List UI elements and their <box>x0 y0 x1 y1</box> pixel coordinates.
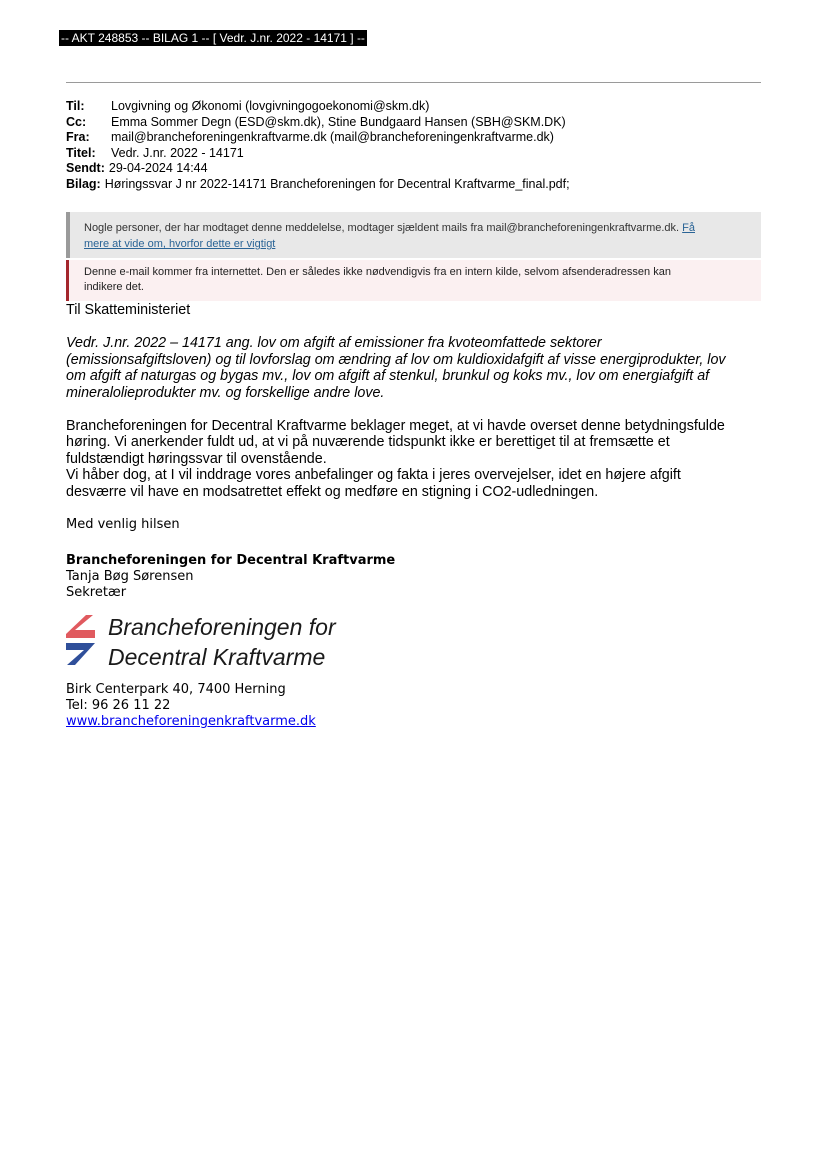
learn-more-link-cont[interactable]: mere at vide om, hvorfor dette er vigtigt <box>84 238 276 250</box>
header-sent-row <box>66 161 766 177</box>
logo-text-line1: Brancheforeningen for <box>108 614 336 640</box>
external-sender-text: Nogle personer, der har modtaget denne meddelelse, modtager sjældent mails fra mail@brancheforeningenkraftvarme.dk. <box>84 222 683 234</box>
sent-value: 29-04-2024 14:44 <box>108 161 208 175</box>
from-label: Fra: <box>66 130 90 144</box>
signature-role: Sekretær <box>66 585 127 600</box>
header-attachment-row <box>66 177 766 193</box>
to-value: Lovgivning og Økonomi (lovgivningogoekonomi@skm.dk) <box>111 99 430 113</box>
phone: Tel: 96 26 11 22 <box>66 698 171 713</box>
to-label: Til: <box>66 99 85 113</box>
greeting: Til Skatteministeriet <box>66 302 191 318</box>
external-sender-banner <box>66 212 761 258</box>
header-to-row <box>66 99 766 115</box>
attachment-label: Bilag: <box>66 176 101 191</box>
header-divider <box>66 82 761 83</box>
logo-text-line2: Decentral Kraftvarme <box>108 644 326 670</box>
from-value: mail@brancheforeningenkraftvarme.dk (mail@brancheforeningenkraftvarme.dk) <box>111 130 554 144</box>
logo-red-mark <box>66 615 95 638</box>
subject-line-1: Vedr. J.nr. 2022 – 14171 ang. lov om afgift af emissioner fra kvoteomfattede sektorer <box>66 335 602 351</box>
email-body <box>66 302 756 533</box>
title-label: Titel: <box>66 145 96 160</box>
subject-line-3: om afgift af naturgas og bygas mv., lov om afgift af stenkul, brunkul og koks mv., lov om energiafgift af <box>66 368 710 384</box>
address-block <box>66 682 316 730</box>
company-logo <box>64 612 364 672</box>
paragraph-line-5: desværre vil have en modsatrettet effekt og medføre en stigning i CO2-udledningen. <box>66 483 599 500</box>
signature-name: Tanja Bøg Sørensen <box>66 569 194 584</box>
cc-value: Emma Sommer Degn (ESD@skm.dk), Stine Bundgaard Hansen (SBH@SKM.DK) <box>111 114 566 129</box>
sent-label: Sendt: <box>66 161 105 175</box>
internet-warning-line2: indikere det. <box>84 281 144 293</box>
signature-block <box>66 553 395 601</box>
paragraph-line-3: fuldstændigt høringssvar til ovenstående. <box>66 450 327 467</box>
paragraph-line-1: Brancheforeningen for Decentral Kraftvarme beklager meget, at vi havde overset denne betydningsfulde <box>66 417 725 434</box>
attachment-value[interactable]: Høringssvar J nr 2022-14171 Brancheforeningen for Decentral Kraftvarme_final.pdf; <box>104 176 570 191</box>
subject-line-4: mineralolieprodukter mv. og forskellige andre love. <box>66 384 385 401</box>
header-from-row <box>66 130 766 146</box>
document-stamp: -- AKT 248853 -- BILAG 1 -- [ Vedr. J.nr. 2022 - 14171 ] -- <box>61 31 365 45</box>
header-title-row <box>66 146 766 162</box>
header-cc-row <box>66 115 766 131</box>
email-header <box>66 99 766 192</box>
paragraph-line-4: Vi håber dog, at I vil inddrage vores anbefalinger og fakta i jeres overvejelser, idet en højere afgift <box>66 467 681 483</box>
learn-more-link[interactable]: Få <box>682 222 695 234</box>
internet-warning-banner <box>66 260 761 301</box>
street-address: Birk Centerpark 40, 7400 Herning <box>66 682 286 697</box>
signature-org: Brancheforeningen for Decentral Kraftvarme <box>66 553 396 568</box>
cc-label: Cc: <box>66 114 87 129</box>
title-value: Vedr. J.nr. 2022 - 14171 <box>111 145 244 160</box>
website-link[interactable]: www.brancheforeningenkraftvarme.dk <box>66 714 316 729</box>
subject-line-2: (emissionsafgiftsloven) og til lovforslag om ændring af lov om kuldioxidafgift af visse energiprodukter, lov <box>66 351 726 368</box>
logo-blue-mark <box>66 643 95 665</box>
closing: Med venlig hilsen <box>66 516 180 532</box>
paragraph-line-2: høring. Vi anerkender fuldt ud, at vi på nuværende tidspunkt ikke er berettiget til at fremsætte et <box>66 434 670 450</box>
internet-warning-line1: Denne e-mail kommer fra internettet. Den er således ikke nødvendigvis fra en intern kilde, selvom afsenderadressen kan <box>84 266 671 278</box>
